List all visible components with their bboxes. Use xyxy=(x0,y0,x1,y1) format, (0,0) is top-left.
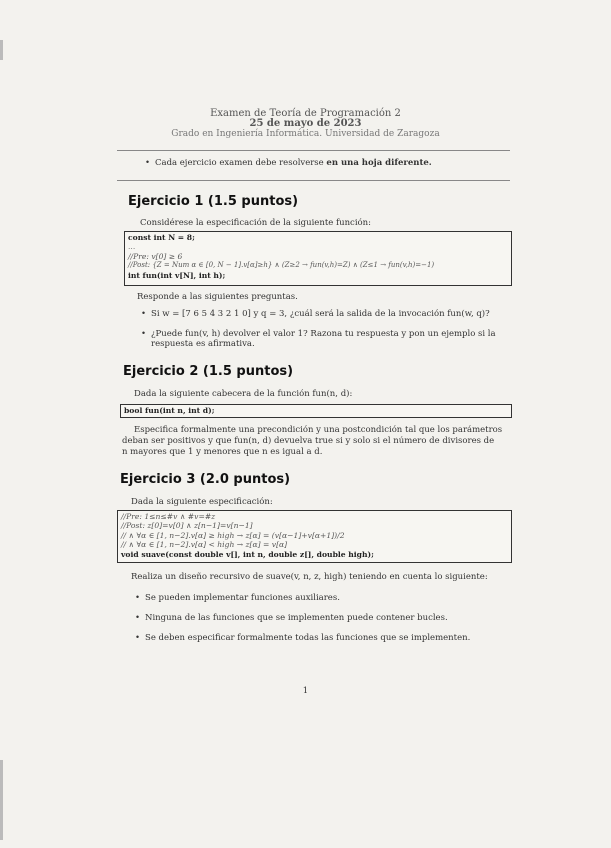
ejercicio2-body-line: Especifica formalmente una precondición y una postcondición tal que los parámetros xyxy=(134,425,503,435)
page-number: 1 xyxy=(302,686,309,696)
ejercicio2-body-line: deban ser positivos y que fun(n, d) devuelva true si y solo si el número de divisores de xyxy=(122,436,495,446)
ejercicio1-title: Ejercicio 1 (1.5 puntos) xyxy=(128,194,299,209)
exam-institution: Grado en Ingeniería Informática. Universidad de Zaragoza xyxy=(171,129,440,139)
code-line: bool fun(int n, int d); xyxy=(124,406,215,415)
code-line: // ∧ ∀α ∈ [1, n−2].v[α] < high → z[α] = v[α] xyxy=(121,540,288,550)
code-line: // ∧ ∀α ∈ [1, n−2].v[α] ≥ high → z[α] = (v[α−1]+v[α+1])/2 xyxy=(121,530,345,540)
code-line: //Pre: 1≤n≤#v ∧ #v=#z xyxy=(121,512,216,521)
code-line: //Post: z[0]=v[0] ∧ z[n−1]=v[n−1] xyxy=(121,521,253,531)
code-line: int fun(int v[N], int h); xyxy=(128,270,226,280)
code-line: //Pre: v[0] ≥ 6 xyxy=(128,251,183,261)
ejercicio2-code-box xyxy=(120,404,512,418)
ejercicio3-prompt: Realiza un diseño recursivo de suave(v, n, z, high) teniendo en cuenta lo siguiente: xyxy=(131,572,488,582)
ejercicio3-title: Ejercicio 3 (2.0 puntos) xyxy=(120,472,291,487)
instruction-note: • Cada ejercicio examen debe resolverse en una hoja diferente. xyxy=(145,158,432,168)
ejercicio1-bullet: • Si w = [7 6 5 4 3 2 1 0] y q = 3, ¿cuál será la salida de la invocación fun(w, q)? xyxy=(141,309,490,319)
scan-edge-mark xyxy=(0,40,3,60)
exam-title: Examen de Teoría de Programación 2 xyxy=(210,108,401,119)
ejercicio2-intro: Dada la siguiente cabecera de la función fun(n, d): xyxy=(134,389,353,399)
ejercicio1-prompt: Responde a las siguientes preguntas. xyxy=(137,292,298,302)
code-line: const int N = 8; xyxy=(128,233,195,242)
divider xyxy=(117,150,510,151)
ejercicio1-bullet-cont: respuesta es afirmativa. xyxy=(151,339,255,349)
ejercicio1-intro: Considérese la especificación de la siguiente función: xyxy=(140,218,371,228)
code-line: ... xyxy=(128,242,136,252)
ejercicio3-intro: Dada la siguiente especificación: xyxy=(131,497,273,507)
exam-date: 25 de mayo de 2023 xyxy=(249,118,362,129)
ejercicio2-body-line: n mayores que 1 y menores que n es igual a d. xyxy=(122,447,323,457)
ejercicio3-code-box xyxy=(117,510,512,563)
divider xyxy=(117,180,510,181)
ejercicio3-bullet: • Se deben especificar formalmente todas las funciones que se implementen. xyxy=(135,633,471,643)
ejercicio2-title: Ejercicio 2 (1.5 puntos) xyxy=(123,364,294,379)
ejercicio1-bullet: • ¿Puede fun(v, h) devolver el valor 1? Razona tu respuesta y pon un ejemplo si la xyxy=(141,329,496,339)
ejercicio3-bullet: • Se pueden implementar funciones auxiliares. xyxy=(135,593,340,603)
code-line: void suave(const double v[], int n, double z[], double high); xyxy=(121,549,374,559)
code-line: //Post: {Z = Num α ∈ [0, N − 1].v[α]≥h} ∧ (Z≥2 → fun(v,h)=Z) ∧ (Z≤1 → fun(v,h)=−1) xyxy=(128,261,435,270)
ejercicio1-code-box xyxy=(124,231,512,286)
ejercicio3-bullet: • Ninguna de las funciones que se implementen puede contener bucles. xyxy=(135,613,448,623)
scan-edge-mark xyxy=(0,760,3,840)
